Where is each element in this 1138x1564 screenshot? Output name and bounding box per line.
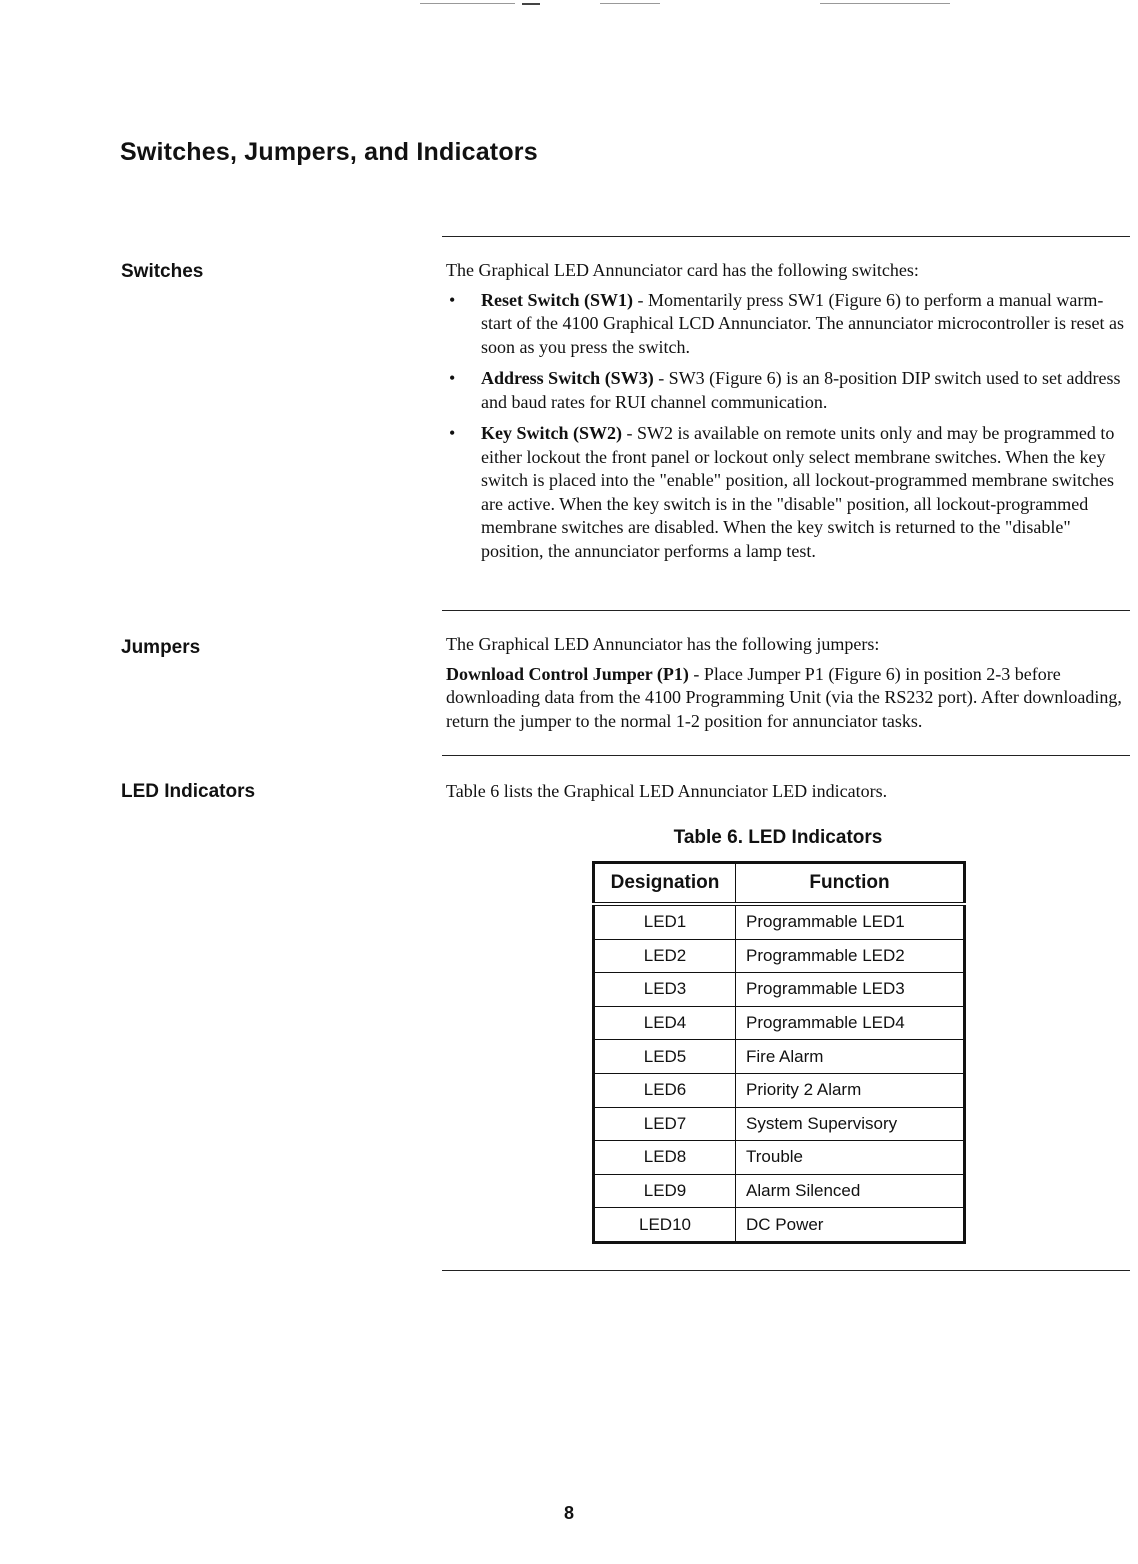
designation-cell: LED5 (594, 1040, 736, 1074)
switch-term: Key Switch (SW2) (481, 423, 622, 443)
list-item (446, 367, 1132, 414)
table-row (594, 1073, 965, 1107)
switches-list (446, 289, 1132, 564)
designation-cell: LED6 (594, 1073, 736, 1107)
list-item (446, 422, 1132, 563)
table-row (594, 973, 965, 1007)
designation-cell: LED1 (594, 904, 736, 939)
function-cell: Priority 2 Alarm (736, 1073, 965, 1107)
jumper-term: Download Control Jumper (P1) (446, 663, 689, 684)
led-indicators-intro: Table 6 lists the Graphical LED Annunciator LED indicators. (446, 781, 888, 801)
column-header-designation: Designation (594, 863, 736, 905)
function-cell: Trouble (736, 1141, 965, 1175)
table-row (594, 1107, 965, 1141)
scan-artifact (600, 3, 660, 4)
designation-cell: LED3 (594, 973, 736, 1007)
section-divider (442, 1270, 1130, 1271)
jumper-paragraph (446, 663, 1132, 734)
function-cell: Programmable LED3 (736, 973, 965, 1007)
switch-description: - Momentarily press SW1 (Figure 6) to perform a manual warm-start of the 4100 Graphical LCD Annunciator. The annunciator microcontroller is reset as soon as you press the switch. (481, 289, 1124, 357)
jumper-description: - Place Jumper P1 (Figure 6) in position 2-3 before downloading data from the 4100 Programming Unit (via the RS232 port). After downloading, return the jumper to the normal 1-2 position for annunciator tasks. (446, 663, 1122, 731)
designation-cell: LED10 (594, 1208, 736, 1243)
switches-intro: The Graphical LED Annunciator card has the following switches: (446, 260, 919, 280)
column-header-function: Function (736, 863, 965, 905)
designation-cell: LED8 (594, 1141, 736, 1175)
table-header-row (594, 863, 965, 905)
designation-cell: LED4 (594, 1006, 736, 1040)
function-cell: Programmable LED2 (736, 939, 965, 973)
switch-description: - SW2 is available on remote units only and may be programmed to either lockout the front panel or lockout only select membrane switches. When the key switch is placed into the "enable" position, all lockout-programmed membrane switches are active. When the key switch is in the "disable" position, all lockout-programmed membrane switches are disabled. When the key switch is returned to the "disable" position, the annunciator performs a lamp test. (481, 423, 1115, 561)
scan-artifact (820, 3, 950, 4)
section-divider (442, 755, 1130, 756)
table-caption: Table 6. LED Indicators (673, 827, 883, 848)
led-indicators-body (446, 780, 1132, 804)
table-row (594, 1208, 965, 1243)
section-label-led-indicators: LED Indicators (121, 781, 256, 802)
switch-term: Reset Switch (SW1) (481, 289, 633, 310)
table-row (594, 1174, 965, 1208)
designation-cell: LED9 (594, 1174, 736, 1208)
switch-description: - SW3 (Figure 6) is an 8-position DIP switch used to set address and baud rates for RUI channel communication. (481, 368, 1121, 412)
page-number: 8 (563, 1503, 574, 1523)
designation-cell: LED7 (594, 1107, 736, 1141)
table-row (594, 1006, 965, 1040)
led-table-body (594, 904, 965, 1242)
section-divider (442, 236, 1130, 237)
designation-cell: LED2 (594, 939, 736, 973)
scan-artifact (522, 3, 540, 5)
function-cell: Programmable LED1 (736, 904, 965, 939)
function-cell: DC Power (736, 1208, 965, 1243)
switches-body (446, 259, 1132, 571)
jumpers-intro: The Graphical LED Annunciator has the following jumpers: (446, 634, 880, 654)
led-indicators-table (592, 861, 966, 1244)
scan-artifact (420, 3, 515, 4)
list-item (446, 289, 1132, 360)
switch-term: Address Switch (SW3) (481, 368, 654, 388)
function-cell: Fire Alarm (736, 1040, 965, 1074)
table-row (594, 904, 965, 939)
jumpers-body (446, 633, 1132, 733)
table-row (594, 1040, 965, 1074)
function-cell: System Supervisory (736, 1107, 965, 1141)
function-cell: Programmable LED4 (736, 1006, 965, 1040)
page-title: Switches, Jumpers, and Indicators (120, 138, 538, 166)
table-row (594, 939, 965, 973)
section-label-jumpers: Jumpers (121, 637, 201, 658)
section-divider (442, 610, 1130, 611)
table-row (594, 1141, 965, 1175)
section-label-switches: Switches (121, 261, 204, 282)
function-cell: Alarm Silenced (736, 1174, 965, 1208)
